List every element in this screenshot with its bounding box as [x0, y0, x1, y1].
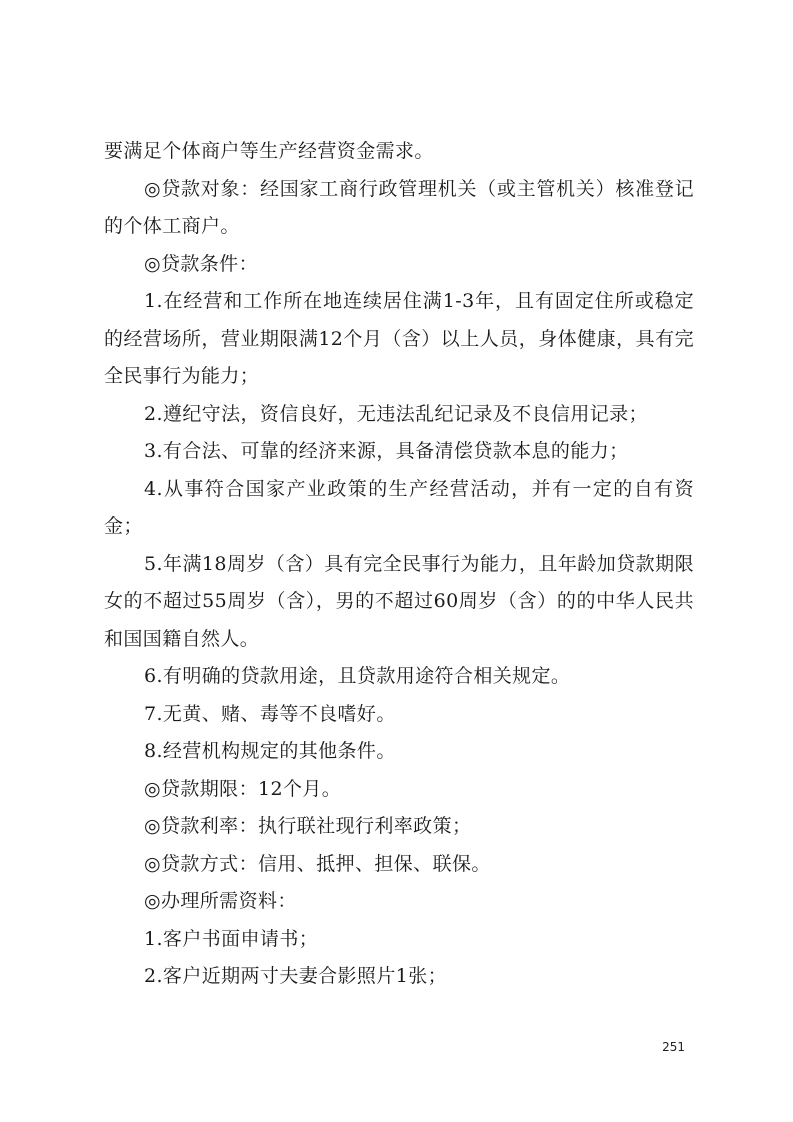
paragraph-condition-3: 3.有合法、可靠的经济来源，具备清偿贷款本息的能力； — [144, 440, 629, 462]
paragraph-condition-5: 5.年满18周岁（含）具有完全民事行为能力，且年龄加贷款期限女的不超过55周岁（含），男的不超过60周岁（含）的的中华人民共和国国籍自然人。 — [104, 552, 694, 650]
paragraph-loan-target: ◎贷款对象：经国家工商行政管理机关（或主管机关）核准登记的个体工商户。 — [104, 177, 694, 237]
paragraph-condition-8: 8.经营机构规定的其他条件。 — [144, 740, 396, 762]
paragraph-condition-7: 7.无黄、赌、毒等不良嗜好。 — [144, 702, 396, 725]
paragraph-condition-1: 1.在经营和工作所在地连续居住满1-3年，且有固定住所或稳定的经营场所，营业期限满12个月（含）以上人员，身体健康，具有完全民事行为能力； — [104, 290, 694, 387]
paragraph-condition-6: 6.有明确的贷款用途，且贷款用途符合相关规定。 — [144, 665, 571, 687]
paragraph-intro-continuation: 要满足个体商户等生产经营资金需求。 — [104, 140, 434, 162]
paragraph-condition-4: 4.从事符合国家产业政策的生产经营活动，并有一定的自有资金； — [104, 477, 694, 537]
paragraph-loan-term: ◎贷款期限：12个月。 — [144, 777, 342, 800]
paragraph-material-2: 2.客户近期两寸夫妻合影照片1张； — [144, 965, 448, 987]
paragraph-loan-rate: ◎贷款利率：执行联社现行利率政策； — [144, 815, 472, 837]
paragraph-material-1: 1.客户书面申请书； — [144, 927, 319, 950]
paragraph-condition-2: 2.遵纪守法，资信良好，无违法乱纪记录及不良信用记录； — [144, 402, 648, 425]
paragraph-loan-conditions-heading: ◎贷款条件： — [144, 252, 258, 275]
paragraph-required-materials-heading: ◎办理所需资料： — [144, 890, 297, 912]
paragraph-loan-method: ◎贷款方式：信用、抵押、担保、联保。 — [144, 852, 491, 875]
body-text — [104, 133, 694, 996]
page-number: 251 — [662, 1040, 685, 1054]
